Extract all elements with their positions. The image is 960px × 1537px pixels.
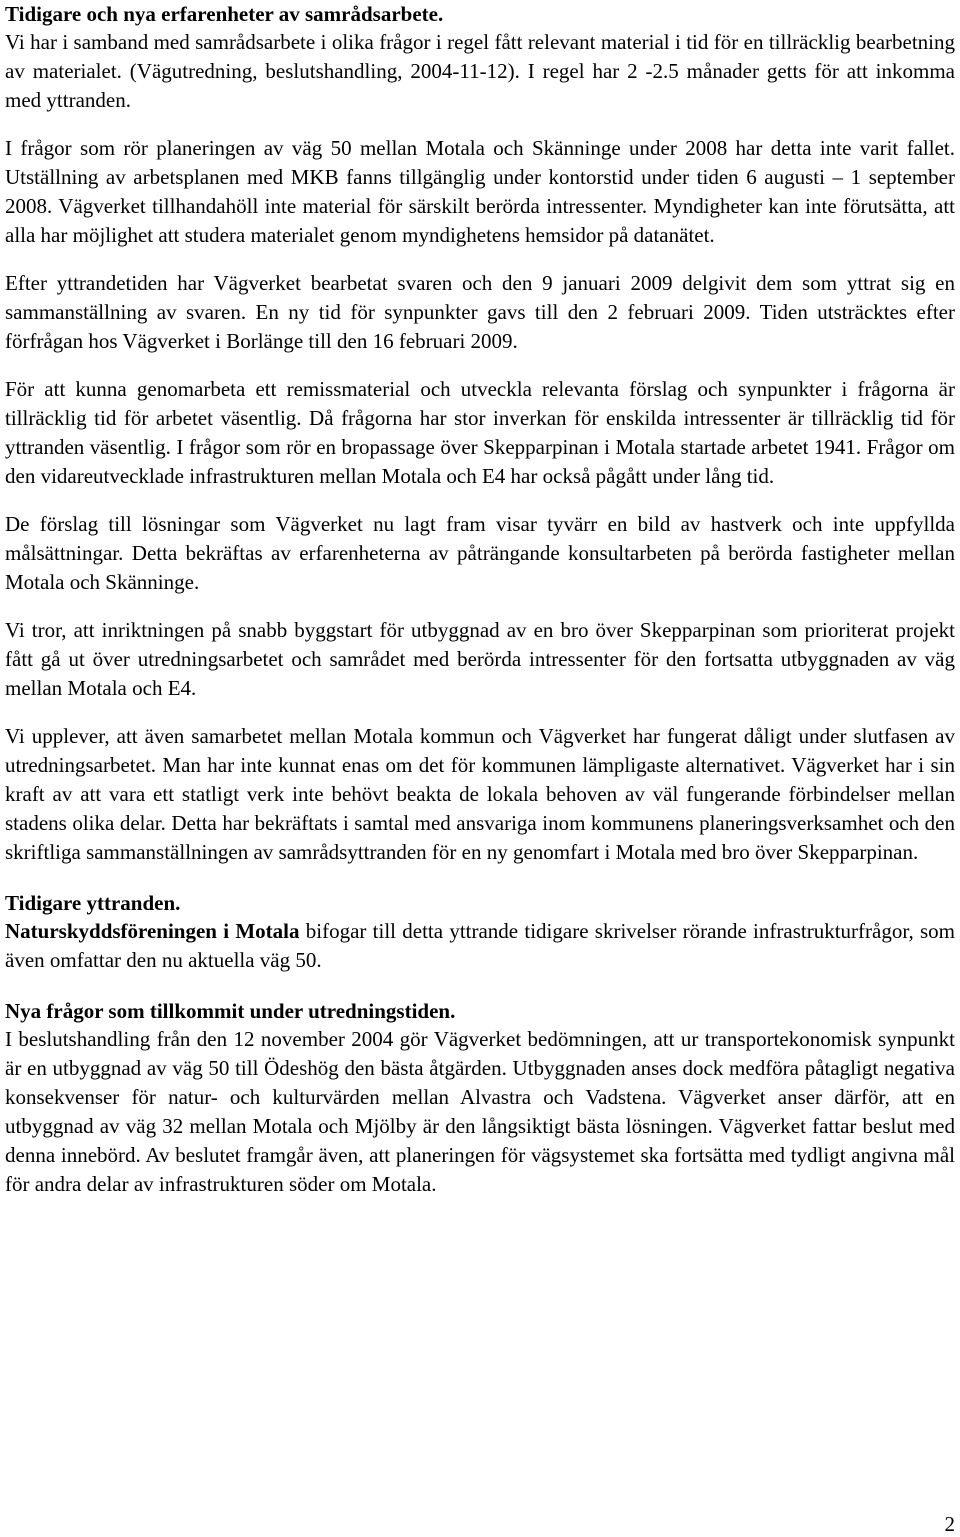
paragraph: De förslag till lösningar som Vägverket nu lagt fram visar tyvärr en bild av hastverk och inte uppfyllda målsättningar. Detta bekräftas av erfarenheterna av påträngande konsultarbeten på berörda fastigheter mellan Motala och Skänninge. [5, 512, 955, 594]
paragraph: I frågor som rör planeringen av väg 50 mellan Motala och Skänninge under 2008 har detta inte varit fallet. Utställning av arbetsplanen med MKB fanns tillgänglig under kontorstid under tiden 6 augusti – 1 september 2008. Vägverket tillhandahöll inte material för särskilt berörda intressenter. Myndigheter kan inte förutsätta, att alla har möjlighet att studera materialet genom myndighetens hemsidor på datanätet. [5, 136, 955, 247]
paragraph: Vi har i samband med samrådsarbete i olika frågor i regel fått relevant material i tid för en tillräcklig bearbetning av materialet. (Vägutredning, beslutshandling, 2004-11-12). I regel har 2 -2.5 månader getts för att inkomma med yttranden. [5, 30, 955, 112]
section-heading-samradsarbete: Tidigare och nya erfarenheter av samrådsarbete. [5, 2, 444, 26]
organization-name: Naturskyddsföreningen i Motala [5, 919, 300, 943]
paragraph: Efter yttrandetiden har Vägverket bearbetat svaren och den 9 januari 2009 delgivit dem som yttrat sig en sammanställning av svaren. En ny tid för synpunkter gavs till den 2 februari 2009. Tiden utsträcktes efter förfrågan hos Vägverket i Borlänge till den 16 februari 2009. [5, 271, 955, 353]
paragraph: Vi tror, att inriktningen på snabb byggstart för utbyggnad av en bro över Skepparpinan som prioriterat projekt fått gå ut över utredningsarbetet och samrådet med berörda intressenter för den fortsatta utbyggnaden av väg mellan Motala och E4. [5, 618, 955, 700]
paragraph-text: bifogar till detta yttrande tidigare skrivelser rörande infrastrukturfrågor, som även omfattar den nu aktuella väg 50. [5, 919, 956, 972]
document-page [5, 0, 955, 1199]
page-number: 2 [944, 1512, 955, 1536]
paragraph: För att kunna genomarbeta ett remissmaterial och utveckla relevanta förslag och synpunkter i frågorna är tillräcklig tid för arbetet väsentlig. Då frågorna har stor inverkan för enskilda intressenter är tillräcklig tid för yttranden väsentlig. I frågor som rör en bropassage över Skepparpinan i Motala startade arbetet 1941. Frågor om den vidareutvecklade infrastrukturen mellan Motala och E4 har också pågått under lång tid. [5, 377, 955, 488]
section-heading-nya-fragor: Nya frågor som tillkommit under utredningstiden. [5, 999, 456, 1023]
paragraph: Vi upplever, att även samarbetet mellan Motala kommun och Vägverket har fungerat dåligt under slutfasen av utredningsarbetet. Man har inte kunnat enas om det för kommunen lämpligaste alternativet. Vägverket har i sin kraft av att vara ett statligt verk inte behövt beakta de lokala behoven av väl fungerande förbindelser mellan stadens olika delar. Detta har bekräftats i samtal med ansvariga inom kommunens planeringsverksamhet och den skriftliga sammanställningen av samrådsyttranden för en ny genomfart i Motala med bro över Skepparpinan. [5, 724, 955, 864]
paragraph-tidigare-yttranden [5, 917, 955, 975]
paragraph: I beslutshandling från den 12 november 2004 gör Vägverket bedömningen, att ur transportekonomisk synpunkt är en utbyggnad av väg 50 till Ödeshög den bästa åtgärden. Utbyggnaden anses dock medföra påtagligt negativa konsekvenser för natur- och kulturvärden mellan Alvastra och Vadstena. Vägverket anser därför, att en utbyggnad av väg 32 mellan Motala och Mjölby är den långsiktigt bästa lösningen. Vägverket fattar beslut med denna innebörd. Av beslutet framgår även, att planeringen för vägsystemet ska fortsätta med tydligt angivna mål för andra delar av infrastrukturen söder om Motala. [5, 1027, 955, 1196]
section-heading-tidigare-yttranden: Tidigare yttranden. [5, 891, 181, 915]
